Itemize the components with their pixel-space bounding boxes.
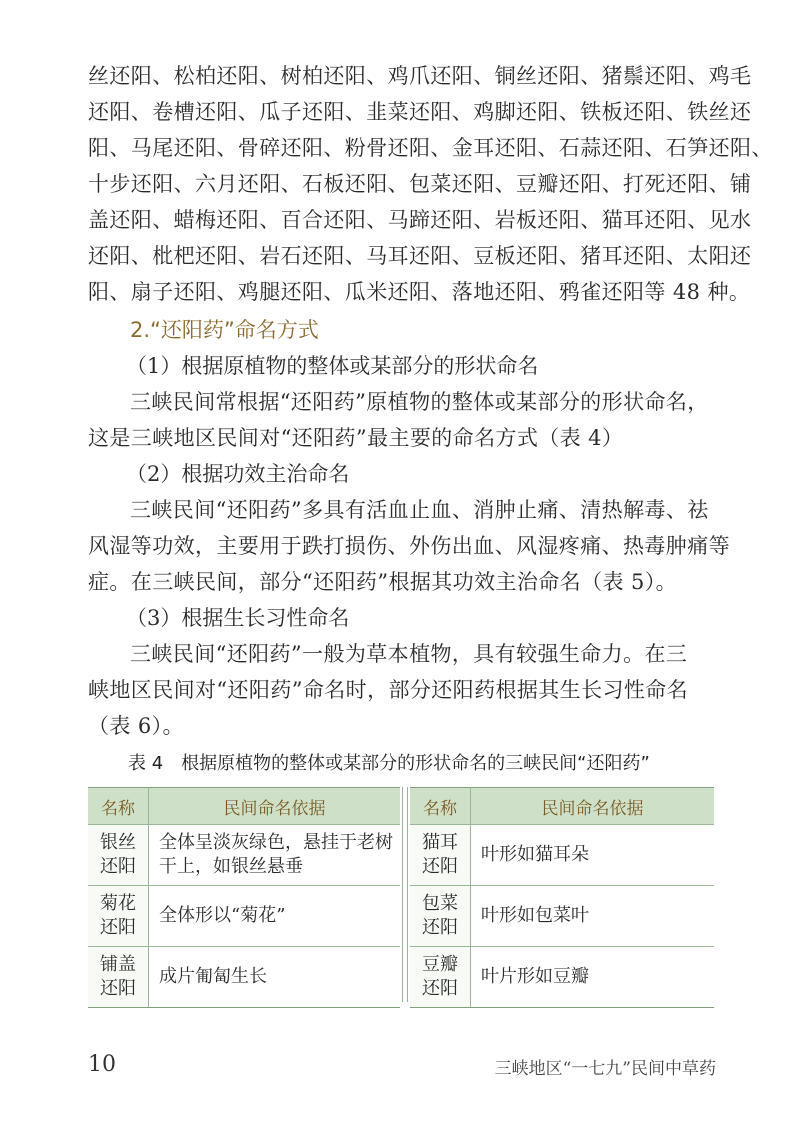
- header-name: 名称: [88, 788, 149, 825]
- plant-name: 菊花 还阳: [88, 886, 149, 947]
- para2-line-3: 症。在三峡民间，部分“还阳药”根据其功效主治命名（表 5）。: [88, 570, 678, 594]
- body-line-2: 还阳、卷槽还阳、瓜子还阳、韭菜还阳、鸡脚还阳、铁板还阳、铁丝还: [88, 100, 752, 124]
- table-row: [410, 947, 714, 1008]
- table-row: [410, 825, 714, 886]
- table-divider: [402, 787, 408, 1002]
- para3-line-1: 三峡民间“还阳药”一般为草本植物，具有较强生命力。在三: [130, 642, 688, 666]
- body-line-7: 阳、扇子还阳、鸡腿还阳、瓜米还阳、落地还阳、鸦雀还阳等 48 种。: [88, 280, 751, 304]
- table-row: [88, 947, 400, 1008]
- naming-basis: 全体呈淡灰绿色，悬挂于老树 干上，如银丝悬垂: [149, 825, 401, 886]
- book-title: 三峡地区“一七九”民间中草药: [494, 1059, 716, 1079]
- subheading-1: （1）根据原植物的整体或某部分的形状命名: [126, 354, 539, 378]
- para1-line-1: 三峡民间常根据“还阳药”原植物的整体或某部分的形状命名，: [130, 390, 709, 414]
- table-row: [410, 886, 714, 947]
- naming-basis: 叶片形如豆瓣: [471, 947, 715, 1008]
- body-line-6: 还阳、枇杷还阳、岩石还阳、马耳还阳、豆板还阳、猪耳还阳、太阳还: [88, 244, 752, 268]
- names-table-right: [410, 787, 714, 1008]
- body-line-4: 十步还阳、六月还阳、石板还阳、包菜还阳、豆瓣还阳、打死还阳、铺: [88, 172, 752, 196]
- table-row: [88, 825, 400, 886]
- header-basis: 民间命名依据: [149, 788, 401, 825]
- naming-basis: 成片匍匐生长: [149, 947, 401, 1008]
- plant-name: 铺盖 还阳: [88, 947, 149, 1008]
- names-table-left: [88, 787, 400, 1008]
- para1-line-2: 这是三峡地区民间对“还阳药”最主要的命名方式（表 4）: [88, 426, 624, 450]
- plant-name: 包菜 还阳: [410, 886, 471, 947]
- subheading-3: （3）根据生长习性命名: [126, 606, 350, 630]
- table-row: [88, 886, 400, 947]
- naming-basis: 叶形如猫耳朵: [471, 825, 715, 886]
- naming-basis: 叶形如包菜叶: [471, 886, 715, 947]
- subheading-2: （2）根据功效主治命名: [126, 462, 350, 486]
- section-heading: 2.“还阳药”命名方式: [130, 318, 319, 342]
- body-line-1: 丝还阳、松柏还阳、树柏还阳、鸡爪还阳、铜丝还阳、猪鬃还阳、鸡毛: [88, 64, 752, 88]
- plant-name: 猫耳 还阳: [410, 825, 471, 886]
- para2-line-2: 风湿等功效，主要用于跌打损伤、外伤出血、风湿疼痛、热毒肿痛等: [88, 534, 730, 558]
- header-basis: 民间命名依据: [471, 788, 715, 825]
- body-line-3: 阳、马尾还阳、骨碎还阳、粉骨还阳、金耳还阳、石蒜还阳、石笋还阳、: [88, 136, 773, 160]
- para3-line-3: （表 6）。: [88, 714, 184, 738]
- plant-name: 豆瓣 还阳: [410, 947, 471, 1008]
- naming-basis: 全体形以“菊花”: [149, 886, 401, 947]
- header-name: 名称: [410, 788, 471, 825]
- page-number: 10: [88, 1052, 116, 1077]
- body-line-5: 盖还阳、蜡梅还阳、百合还阳、马蹄还阳、岩板还阳、猫耳还阳、见水: [88, 208, 752, 232]
- para3-line-2: 峡地区民间对“还阳药”命名时，部分还阳药根据其生长习性命名: [88, 678, 689, 702]
- table-caption: 表 4 根据原植物的整体或某部分的形状命名的三峡民间“还阳药”: [128, 753, 650, 774]
- plant-name: 银丝 还阳: [88, 825, 149, 886]
- para2-line-1: 三峡民间“还阳药”多具有活血止血、消肿止痛、清热解毒、祛: [130, 498, 709, 522]
